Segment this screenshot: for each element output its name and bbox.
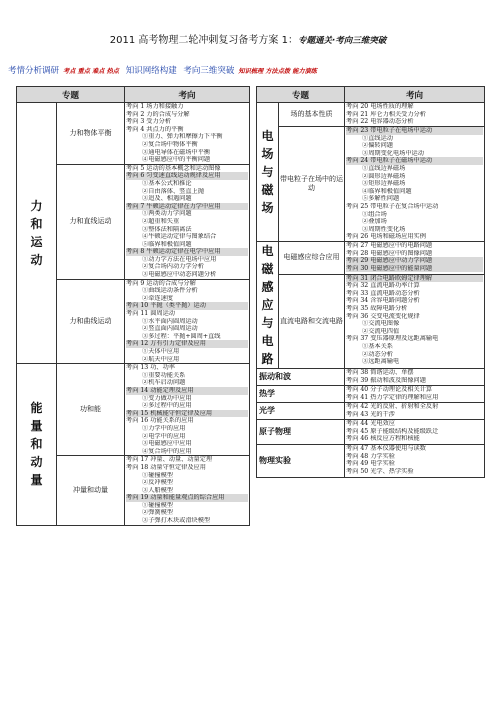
items-force-equilibrium	[125, 103, 250, 165]
list-item: 考向 37 变压器原理及远距离输电	[346, 335, 439, 343]
list-item: 考向 2 力的合成与分解	[126, 110, 190, 118]
list-item: 考向 23 带电粒子在电场中运动	[346, 127, 483, 135]
section-em-field-label: 电场与磁场	[261, 128, 274, 215]
topic-linear-motion: 力和直线运动	[57, 164, 125, 279]
topic-curvilinear-motion: 力和曲线运动	[57, 279, 125, 364]
list-item: ②圆形边界磁场	[362, 172, 406, 180]
items-optics	[345, 402, 485, 419]
group-atomic-physics: 原子物理	[257, 419, 345, 444]
items-curvilinear-motion	[125, 279, 250, 364]
subtitle-breakthrough-note: 知识梳理 方法点拨 能力演练	[238, 68, 317, 75]
list-item: 考向 48 力学实验	[346, 452, 395, 460]
items-charged-particle	[345, 127, 485, 242]
section-mechanics-label: 力和运动	[30, 199, 43, 268]
group-optics: 光学	[257, 402, 345, 419]
list-item: 考向 11 圆周运动	[126, 310, 175, 318]
left-table	[16, 86, 250, 526]
list-item: ①天体中应用	[142, 348, 180, 355]
subtitle-analysis: 考情分析调研	[8, 66, 60, 76]
list-item: 考向 4 共点力的平衡	[126, 125, 184, 133]
list-item: ③电磁感应中应用	[142, 440, 192, 448]
right-header-direction: 考向	[345, 87, 485, 103]
list-item: 考向 40 分子动理论及相关计算	[346, 385, 433, 393]
list-item: 考向 25 带电粒子在复合场中运动	[346, 202, 439, 210]
items-work-energy	[125, 364, 250, 456]
section-em-induction-label: 电磁感应与电路	[261, 243, 274, 366]
list-item: 考向 47 基本仪器使用与读数	[346, 444, 426, 452]
list-item: 考向 41 热力学定律的理解和应用	[346, 393, 439, 401]
list-item: 考向 26 电场和磁场应用实例	[346, 233, 426, 241]
list-item: ②反冲模型	[142, 479, 173, 487]
list-item: ①组合场	[362, 210, 387, 218]
list-item: ②复合场内动力学分析	[142, 263, 204, 271]
list-item: 考向 16 功能关系的应用	[126, 417, 194, 425]
list-item: 考向 12 万有引力定律及应用	[126, 340, 248, 348]
topic-field-properties: 场的基本性质	[279, 103, 345, 127]
list-item: 考向 14 动能定理及应用	[126, 387, 248, 395]
section-em-field	[257, 103, 279, 242]
list-item: 考向 45 原子能级结构及能级跃迁	[346, 427, 439, 435]
right-header-topic: 专题	[257, 87, 345, 103]
list-item: ②航天中应用	[142, 355, 180, 363]
list-item: ①动力学方法在电场中应用	[142, 255, 217, 263]
list-item: 考向 22 电容器动态分析	[346, 118, 414, 126]
list-item: ②偏转问题	[362, 142, 393, 150]
list-item: ②牵连速度	[142, 294, 173, 302]
list-item: ⑤临界和极值问题	[142, 240, 192, 248]
items-induction-application	[345, 241, 485, 274]
list-item: 考向 30 电磁感应中的能量问题	[346, 265, 483, 273]
left-header-direction: 考向	[125, 87, 250, 103]
list-item: 考向 6 匀变速直线运动规律及应用	[126, 172, 248, 180]
group-thermodynamics: 热学	[257, 385, 345, 402]
list-item: 考向 42 光的反射、折射和全反射	[346, 402, 439, 410]
list-item: 考向 1 场力和接触力	[126, 103, 184, 110]
list-item: 考向 8 牛顿运动定律在电学中应用	[126, 248, 248, 256]
list-item: 考向 50 光学、热学实验	[346, 467, 414, 475]
left-header-topic: 专题	[17, 87, 125, 103]
group-vibration-waves: 振动和波	[257, 368, 345, 385]
list-item: 考向 32 直流电路功率计算	[346, 282, 420, 290]
topic-induction-application: 电磁感应综合应用	[279, 241, 345, 274]
list-item: 考向 38 简谐运动、单摆	[346, 368, 414, 376]
list-item: 考向 18 动量守恒定律及应用	[126, 463, 206, 471]
list-item: ①水平面内圆周运动	[142, 317, 198, 325]
list-item: ③多过程：平抛+圆周+直线	[142, 332, 221, 340]
list-item: ①碰撞模型	[142, 501, 173, 509]
list-item: ①交流电图像	[362, 320, 400, 328]
list-item: ②复合场中物体平衡	[142, 140, 198, 148]
list-item: 考向 21 库仑力相关受力分析	[346, 110, 426, 118]
list-item: ①力学中的应用	[142, 424, 186, 432]
list-item: ①两类动力学问题	[142, 210, 192, 218]
list-item: ③矩形边界磁场	[362, 180, 406, 188]
items-experiments	[345, 444, 485, 477]
list-item: 考向 20 电场性质的理解	[346, 103, 414, 110]
list-item: 考向 44 光电效应	[346, 419, 395, 427]
list-item: ②交流电四值	[362, 327, 400, 335]
title-prefix: 2011 高考物理二轮冲刺复习备考方案 1：	[109, 35, 298, 46]
list-item: 考向 27 电磁感应中的电路问题	[346, 241, 433, 249]
list-item: ②自由落体、竖直上抛	[142, 187, 204, 195]
list-item: ①重力、弹力和摩擦力下平衡	[142, 133, 223, 141]
list-item: ③子弹打木块或滑块模型	[142, 517, 211, 525]
topic-charged-particle: 带电粒子在场中的运动	[279, 127, 345, 242]
list-item: 考向 28 电磁感应中的图像问题	[346, 249, 433, 257]
list-item: 考向 10 平抛（类平抛）运动	[126, 302, 248, 310]
list-item: ②动态分析	[362, 350, 393, 358]
subtitle-bar	[8, 64, 496, 76]
topic-dc-ac-circuits: 直流电路和交流电路	[279, 274, 345, 368]
topic-impulse-momentum: 冲量和动量	[57, 456, 125, 525]
group-experiments: 物理实验	[257, 444, 345, 477]
list-item: 考向 43 光的干涉	[346, 410, 395, 418]
list-item: ①变力做功中应用	[142, 394, 192, 402]
list-item: ②超重和失重	[142, 217, 180, 225]
list-item: ②机车启动问题	[142, 379, 186, 387]
list-item: ④电磁感应中的平衡问题	[142, 156, 211, 164]
subtitle-breakthrough: 考向三维突破	[183, 66, 235, 76]
topic-work-energy: 功和能	[57, 364, 125, 456]
list-item: ③通电导体在磁场中平衡	[142, 148, 211, 156]
list-item: ④复合场中的应用	[142, 447, 192, 455]
list-item: ③周期变化电场中运动	[362, 149, 424, 157]
list-item: ①直线运动	[362, 134, 393, 142]
section-em-induction	[257, 241, 279, 368]
section-energy	[17, 364, 57, 525]
list-item: 考向 33 直流电路动态分析	[346, 289, 420, 297]
list-item: ②弹簧模型	[142, 509, 173, 517]
list-item: 考向 36 交变电流变化规律	[346, 312, 420, 320]
list-item: 考向 46 核反应方程和核能	[346, 435, 420, 443]
section-mechanics	[17, 103, 57, 364]
list-item: 考向 7 牛顿运动定律在力学中应用	[126, 203, 248, 211]
list-item: ④临界和极值问题	[362, 187, 412, 195]
list-item: ①碰撞模型	[142, 471, 173, 479]
items-thermodynamics	[345, 385, 485, 402]
list-item: ①重要功能关系	[142, 371, 186, 379]
list-item: ①直线边界磁场	[362, 164, 406, 172]
list-item: ①曲线运动条件分析	[142, 287, 198, 295]
list-item: 考向 19 动量和能量观点的综合应用	[126, 494, 248, 502]
list-item: 考向 15 机械能守恒定律及应用	[126, 410, 248, 418]
document-title	[0, 31, 496, 46]
subtitle-analysis-note: 考点 重点 难点 热点	[63, 68, 119, 75]
section-energy-label: 能量和动量	[30, 401, 43, 488]
items-linear-motion	[125, 164, 250, 279]
list-item: 考向 13 功、功率	[126, 364, 175, 372]
topic-force-equilibrium: 力和物体平衡	[57, 103, 125, 165]
list-item: 考向 31 闭合电路欧姆定律理解	[346, 275, 483, 283]
list-item: 考向 17 冲量、动量、动量定理	[126, 456, 213, 464]
list-item: ⑤多解性问题	[362, 195, 400, 203]
list-item: ②电学中的应用	[142, 432, 186, 440]
items-impulse-momentum	[125, 456, 250, 525]
list-item: ②竖直面内圆周运动	[142, 325, 198, 333]
items-field-properties	[345, 103, 485, 127]
title-suffix: 专题通关·考向三维突破	[297, 36, 387, 46]
list-item: 考向 34 含容电路问题分析	[346, 297, 420, 305]
list-item: ③远距离输电	[362, 358, 400, 366]
subtitle-network: 知识网络构建	[125, 66, 177, 76]
list-item: ③周期性变化场	[362, 225, 406, 233]
list-item: 考向 5 运动的基本概念和运动图像	[126, 164, 221, 172]
list-item: 考向 3 受力分析	[126, 118, 172, 126]
list-item: ①基本关系	[362, 342, 393, 350]
list-item: 考向 35 故障电路分析	[346, 305, 408, 313]
list-item: ④牛顿运动定律与图象结合	[142, 233, 217, 241]
items-dc-ac-circuits	[345, 274, 485, 368]
list-item: ③追及、相遇问题	[142, 195, 192, 203]
items-atomic-physics	[345, 419, 485, 444]
items-vibration-waves	[345, 368, 485, 385]
list-item: ③电磁感应中动态问题分析	[142, 271, 217, 279]
list-item: 考向 49 电学实验	[346, 460, 395, 468]
list-item: ③人船模型	[142, 486, 173, 494]
list-item: 考向 24 带电粒子在磁场中运动	[346, 157, 483, 165]
list-item: ②叠加场	[362, 218, 387, 226]
list-item: 考向 9 运动的合成与分解	[126, 279, 196, 287]
list-item: 考向 39 振动和波及图像问题	[346, 376, 426, 384]
list-item: ①基本公式和推论	[142, 179, 192, 187]
list-item: ②多过程中的应用	[142, 402, 192, 410]
list-item: ③整体法和隔离法	[142, 225, 192, 233]
list-item: 考向 29 电磁感应中动力学问题	[346, 257, 483, 265]
right-table	[256, 86, 485, 478]
